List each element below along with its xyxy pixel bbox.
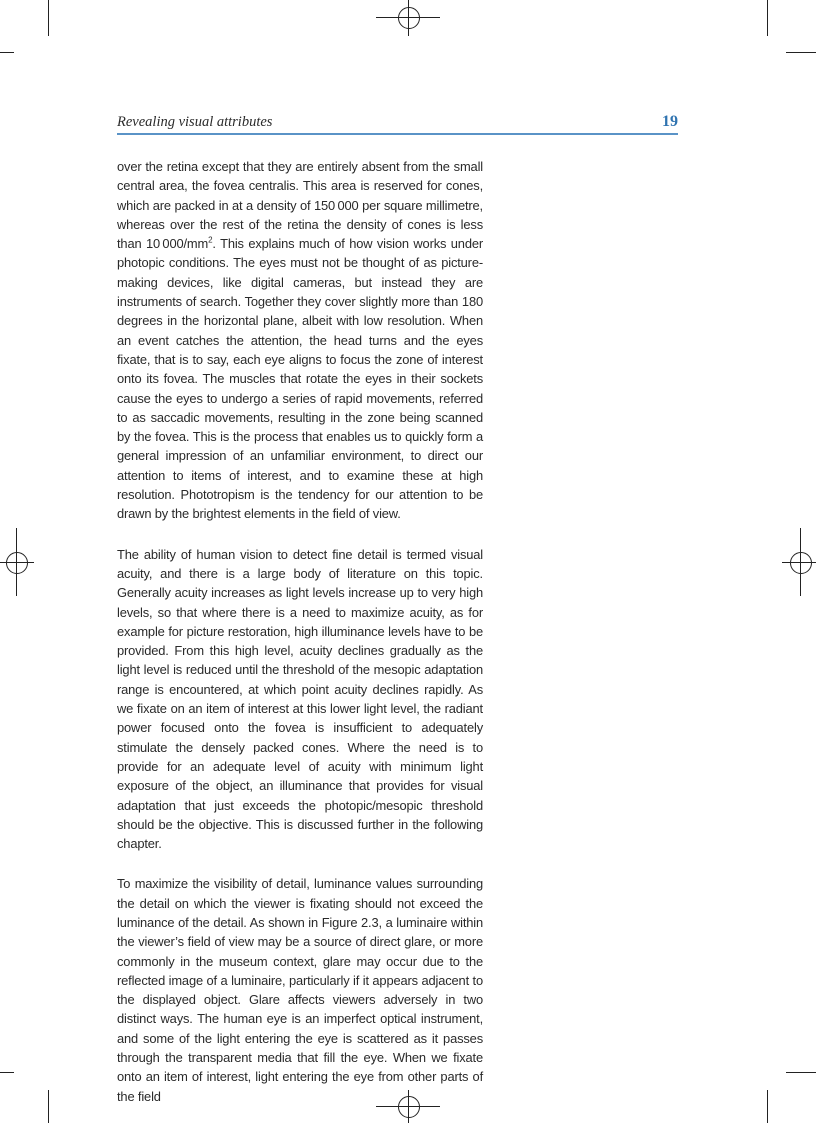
paragraph-1 <box>117 157 483 524</box>
crop-mark <box>786 1072 816 1073</box>
crop-mark <box>767 1090 768 1123</box>
body-text <box>117 157 483 1127</box>
registration-mark-right <box>790 552 812 574</box>
paragraph-1-text-cont: . This explains much of how vision works under photopic conditions. The eyes must not be thought of as picture-making devices, like digital cameras, but instead they are instruments of search. Together they cover slightly more than 180 degrees in the horizontal plane, albeit with low resolution. When an event catches the attention, the head turns and the eyes fixate, that is to say, each eye aligns to focus the zone of interest onto its fovea. The muscles that rotate the eyes in their sockets cause the eyes to undergo a series of rapid movements, referred to as saccadic movements, resulting in the zone being scanned by the fovea. This is the process that enables us to quickly form a general impression of an unfamiliar environment, to direct our attention to items of interest, and to examine these at high resolution. Phototropism is the tendency for our attention to be drawn by the brightest elements in the field of view. <box>117 236 483 522</box>
crop-mark <box>0 1072 14 1073</box>
crop-mark <box>786 52 816 53</box>
page-number: 19 <box>662 113 678 130</box>
paragraph-1-text: over the retina except that they are entirely absent from the small central area, the fovea centralis. This area is reserved for cones, which are packed in at a density of 150 000 per square millimetre, whereas over the rest of the retina the density of cones is less than 10 000/mm <box>117 159 483 252</box>
crop-mark <box>48 1090 49 1123</box>
crop-mark <box>0 52 14 53</box>
header-rule <box>117 133 678 135</box>
registration-mark-left <box>6 552 28 574</box>
running-title: Revealing visual attributes <box>117 114 273 130</box>
paragraph-3: To maximize the visibility of detail, luminance values surrounding the detail on which the viewer is fixating should not exceed the luminance of the detail. As shown in Figure 2.3, a luminaire within the viewer’s field of view may be a source of direct glare, or more commonly in the museum context, glare may occur due to the reflected image of a luminaire, particularly if it appears adjacent to the displayed object. Glare affects viewers adversely in two distinct ways. The human eye is an imperfect optical instrument, and some of the light entering the eye is scattered as it passes through the transparent media that fill the eye. When we fixate onto an item of interest, light entering the eye from other parts of the field <box>117 876 483 1104</box>
crop-mark <box>48 0 49 36</box>
paragraph-2: The ability of human vision to detect fine detail is termed visual acuity, and there is a large body of literature on this topic. Generally acuity increases as light levels increase up to very high levels, so that where there is a need to maximize acuity, as for example for picture restoration, high illuminance levels have to be provided. From this high level, acuity declines gradually as the light level is reduced until the threshold of the mesopic adaptation range is encountered, at which point acuity declines rapidly. As we fixate on an item of interest at this lower light level, the radiant power focused onto the fovea is insufficient to adequately stimulate the densely packed cones. Where the need is to provide for an adequate level of acuity with minimum light exposure of the object, an illuminance that provides for visual adaptation that just exceeds the photopic/mesopic threshold should be the objective. This is discussed further in the following chapter. <box>117 546 483 852</box>
registration-mark-top <box>398 7 420 29</box>
crop-mark <box>767 0 768 36</box>
superscript: 2 <box>208 235 213 245</box>
